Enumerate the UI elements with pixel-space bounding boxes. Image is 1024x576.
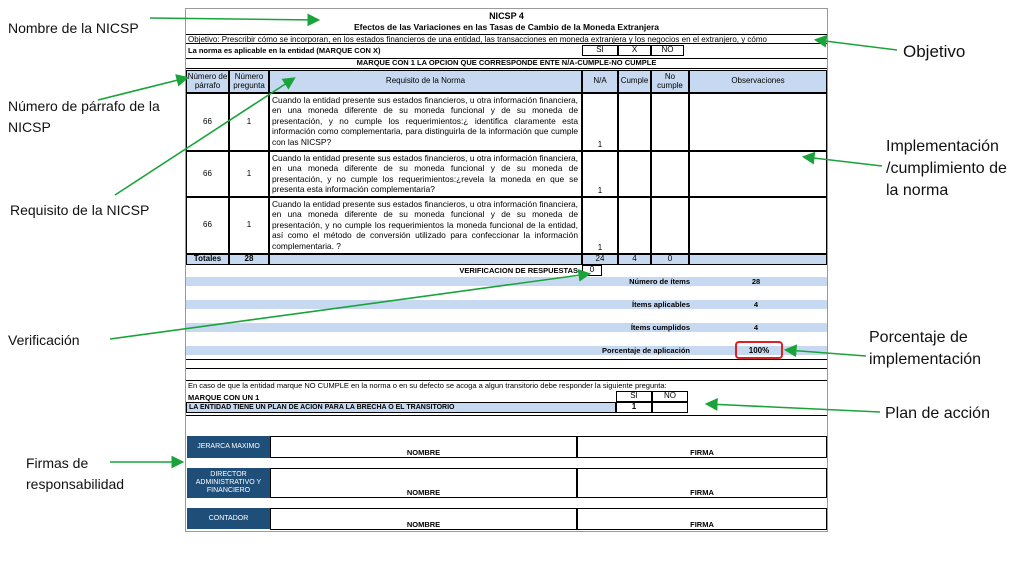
signature-sign-director[interactable]: FIRMA — [577, 468, 827, 498]
signature-role-jerarca: JERARCA MAXIMO — [187, 436, 270, 458]
arrow-nombre — [150, 18, 317, 20]
instruction-row: MARQUE CON 1 LA OPCION QUE CORRESPONDE ENTE N/A-CUMPLE-NO CUMPLE — [186, 58, 827, 69]
header-observations: Observaciones — [689, 70, 827, 93]
annotation-verificacion: Verificación — [8, 332, 80, 348]
annotation-requisito: Requisito de la NICSP — [10, 202, 150, 218]
action-no-header: NO — [652, 391, 688, 402]
arrow-verificacion — [110, 274, 588, 339]
summary-applicable-label: Ítems aplicables — [632, 300, 690, 309]
arrow-requisito — [115, 79, 293, 195]
action-si-header: SI — [616, 391, 652, 402]
header-paragraph: Número de párrafo — [186, 70, 229, 93]
annotation-porcentaje: Porcentaje de implementación — [869, 329, 982, 368]
verification-label: VERIFICACION DE RESPUESTAS — [459, 266, 578, 275]
action-question: LA ENTIDAD TIENE UN PLAN DE ACION PARA LA BRECHA O EL TRANSITORIO — [186, 402, 616, 413]
objective-text: : Prescribir cómo se incorporan, en los estados financieros de una entidad, las transacciones en moneda extranjera y los negocios en el extranjero, y cómo — [217, 35, 767, 44]
totals-label: Totales — [186, 254, 229, 265]
sheet-code: NICSP 4 — [489, 11, 524, 21]
row3-paragraph: 66 — [186, 197, 229, 254]
action-mark-label: MARQUE CON UN 1 — [188, 393, 260, 402]
annotation-plan: Plan de acción — [885, 405, 990, 422]
summary-percentage-label: Porcentaje de aplicación — [602, 346, 690, 355]
totals-na: 24 — [582, 254, 618, 265]
arrow-implementacion — [805, 157, 882, 166]
summary-fulfilled-value: 4 — [753, 323, 759, 332]
row1-na[interactable]: 1 — [582, 93, 618, 151]
arrow-plan — [708, 404, 880, 412]
row3-requirement: Cuando la entidad presente sus estados financieros, u otra información financiera, en una moneda diferente de su moneda funcional y de su moneda de presentación, y no cumple los requerimientos la moneda funcional de la entidad, así como el método de conversión utilizado para confeccionar la información complementaria. ? — [272, 199, 578, 251]
annotation-firmas: Firmas de responsabilidad — [26, 455, 125, 492]
header-requirement: Requisito de la Norma — [269, 70, 582, 93]
summary-percentage-value: 100% — [735, 341, 783, 359]
arrow-objetivo — [817, 40, 897, 50]
applicability-si: SI — [582, 45, 618, 56]
objective-label: Objetivo — [188, 35, 218, 44]
row1-requirement: Cuando la entidad presente sus estados financieros, u otra información financiera, en una moneda diferente de su moneda funcional y de su moneda de presentación, y no cumple los requerimientos:¿ identifica claramente esta información como complementaria, para distinguirla de la información que cumple con las NICSP? — [272, 95, 578, 147]
totals-questions: 28 — [229, 254, 269, 265]
row2-requirement: Cuando la entidad presente sus estados financieros, u otra información financiera, en una moneda diferente de su moneda funcional y de su moneda de presentación, y no cumple los requerimientos:¿revela la moneda en que se presenta esta información complementaria? — [272, 153, 578, 195]
header-no-cumple: No cumple — [651, 70, 689, 93]
header-na: N/A — [582, 70, 618, 93]
signature-sign-jerarca[interactable]: FIRMA — [577, 436, 827, 458]
summary-fulfilled-label: Ítems cumplidos — [630, 323, 690, 332]
summary-applicable-value: 4 — [753, 300, 759, 309]
totals-no-cumple: 0 — [651, 254, 689, 265]
signature-sign-contador[interactable]: FIRMA — [577, 508, 827, 530]
signature-role-contador: CONTADOR — [187, 508, 270, 529]
signature-name-jerarca[interactable]: NOMBRE — [270, 436, 577, 458]
row1-paragraph: 66 — [186, 93, 229, 151]
arrow-porcentaje — [787, 350, 866, 356]
row3-na[interactable]: 1 — [582, 197, 618, 254]
summary-items-label: Número de ítems — [629, 277, 690, 286]
action-note: En caso de que la entidad marque NO CUMPLE en la norma o en su defecto se acoga a algun transitorio debe responder la siguiente pregunta: — [188, 381, 667, 390]
annotation-objetivo: Objetivo — [903, 42, 966, 61]
applicability-mark[interactable]: X — [618, 45, 651, 56]
annotation-parrafo: Número de párrafo de la NICSP — [8, 98, 160, 135]
header-question: Número pregunta — [229, 70, 269, 93]
verification-value: 0 — [582, 265, 602, 276]
header-cumple: Cumple — [618, 70, 651, 93]
applicability-question: La norma es aplicable en la entidad (MARQUE CON X) — [188, 46, 381, 55]
annotation-nombre: Nombre de la NICSP — [8, 20, 139, 36]
totals-cumple: 4 — [618, 254, 651, 265]
row2-question: 1 — [229, 151, 269, 197]
summary-items-value: 28 — [751, 277, 761, 286]
row1-question: 1 — [229, 93, 269, 151]
action-si-value[interactable]: 1 — [616, 402, 652, 413]
applicability-no: NO — [651, 45, 684, 56]
sheet-title: Efectos de las Variaciones en las Tasas de Cambio de la Moneda Extranjera — [353, 22, 660, 32]
row2-na[interactable]: 1 — [582, 151, 618, 197]
signature-name-director[interactable]: NOMBRE — [270, 468, 577, 498]
row2-paragraph: 66 — [186, 151, 229, 197]
signature-role-director: DIRECTOR ADMINISTRATIVO Y FINANCIERO — [187, 468, 270, 498]
annotation-implementacion: Implementación /cumplimiento de la norma — [886, 138, 1007, 199]
signature-name-contador[interactable]: NOMBRE — [270, 508, 577, 530]
arrow-parrafo — [98, 78, 186, 100]
row3-question: 1 — [229, 197, 269, 254]
